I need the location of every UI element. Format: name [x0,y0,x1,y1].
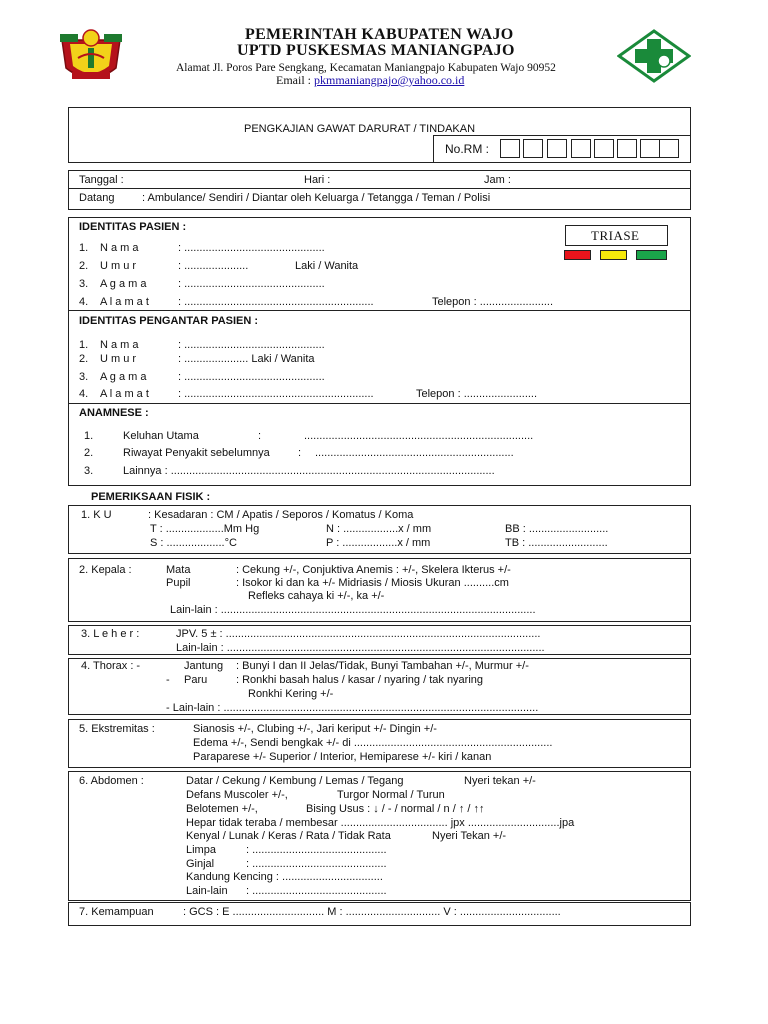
government-title: PEMERINTAH KABUPATEN WAJO [245,26,514,43]
refleks-cahaya[interactable]: Refleks cahaya ki +/-, ka +/- [248,590,385,602]
form-title: PENGKAJIAN GAWAT DARURAT / TINDAKAN [244,123,476,135]
pasien-nama-num: 1. [79,242,89,254]
kandung-kencing[interactable]: Kandung Kencing : ................................. [186,871,383,883]
puskesmas-logo [617,29,691,83]
pasien-alamat-value[interactable]: : .............................................................. [178,296,374,308]
header-email-line [276,73,464,88]
leher-lain-lain[interactable]: Lain-lain : ........................................................................................................ [176,642,545,654]
kemampuan-label: 7. Kemampuan [79,906,154,918]
wajo-regency-emblem [58,26,124,86]
pasien-nama-value[interactable]: : .............................................. [178,242,325,254]
pengantar-nama-label: N a m a [100,339,139,351]
ku-label: 1. K U [81,509,112,521]
ekstremitas-row-1[interactable]: Sianosis +/-, Clubing +/-, Jari keriput +/- Dingin +/- [193,723,437,735]
kesadaran-options[interactable]: : Kesadaran : CM / Apatis / Seporos / Komatus / Koma [148,509,414,521]
paru-label: Paru [184,674,208,686]
abdomen-lain-label: Lain-lain [186,885,228,897]
pengantar-nama-value[interactable]: : .............................................. [178,339,325,351]
pengantar-alamat-label: A l a m a t [100,388,149,400]
puskesmas-title: UPTD PUSKESMAS MANIANGPAJO [237,42,515,59]
divider [68,310,691,311]
kepala-lain-lain[interactable]: Lain-lain : ....................................................................................................... [170,604,536,616]
pengantar-umur-label: U m u r [100,353,137,365]
hari-label: Hari : [304,174,331,186]
no-rm-cell[interactable] [594,139,614,158]
lainnya-row[interactable]: Lainnya : .......................................................................................................... [123,465,495,477]
thorax-label: 4. Thorax : - [81,660,141,672]
bising-usus[interactable]: Bising Usus : ↓ / - / normal / n / ↑ / ↑↑ [306,803,485,815]
abdomen-label: 6. Abdomen : [79,775,144,787]
defans-muscoler[interactable]: Defans Muscoler +/-, [186,789,288,801]
anamnese-heading: ANAMNESE : [79,407,149,419]
no-rm-cell[interactable] [523,139,543,158]
pengantar-agama-num: 3. [79,371,89,383]
lainnya-num: 3. [84,465,94,477]
pasien-umur-value[interactable]: : ..................... [178,260,249,272]
gcs-values[interactable]: : GCS : E .............................. M : ............................... V : ................................. [183,906,561,918]
no-rm-cell[interactable] [659,139,679,158]
paru-dash: - [166,674,170,686]
nyeri-tekan-2[interactable]: Nyeri Tekan +/- [432,830,507,842]
riwayat-colon: : [298,447,302,459]
tinggi-badan[interactable]: TB : .......................... [505,537,608,549]
keluhan-colon: : [258,430,262,442]
pengantar-umur-num: 2. [79,353,89,365]
email-link[interactable]: pkmmaniangpajo@yahoo.co.id [314,73,465,87]
pengantar-umur-value[interactable]: : ..................... Laki / Wanita [178,353,315,365]
kepala-label: 2. Kepala : [79,564,132,576]
pasien-alamat-num: 4. [79,296,89,308]
no-rm-cell[interactable] [500,139,520,158]
abdomen-lain-value[interactable]: : ............................................ [246,885,387,897]
jpv-value[interactable]: JPV. 5 ± : ....................................................................................................... [176,628,541,640]
header-address: Alamat Jl. Poros Pare Sengkang, Kecamatan Maniangpajo Kabupaten Wajo 90952 [176,62,556,74]
ronkhi-kering[interactable]: Ronkhi Kering +/- [248,688,334,700]
jantung-value[interactable]: : Bunyi I dan II Jelas/Tidak, Bunyi Tambahan +/-, Murmur +/- [236,660,529,672]
keluhan-label: Keluhan Utama [123,430,199,442]
belotemen[interactable]: Belotemen +/-, [186,803,258,815]
thorax-lain-lain[interactable]: - Lain-lain : ....................................................................................................... [166,702,539,714]
ekstremitas-row-3[interactable]: Paraparese +/- Superior / Interior, Hemiparese +/- kiri / kanan [193,751,492,763]
no-rm-cell[interactable] [617,139,637,158]
triase-yellow-swatch[interactable] [600,250,627,260]
pasien-telepon[interactable]: Telepon : ........................ [432,296,554,308]
pupil-label: Pupil [166,577,191,589]
abdomen-shape[interactable]: Datar / Cekung / Kembung / Lemas / Tegang [186,775,404,787]
pengantar-telepon[interactable]: Telepon : ........................ [416,388,538,400]
ekstremitas-label: 5. Ekstremitas : [79,723,155,735]
divider [68,188,691,189]
pengantar-alamat-value[interactable]: : .............................................................. [178,388,374,400]
tekanan-darah[interactable]: T : ...................Mm Hg [150,523,260,535]
pasien-umur-label: U m u r [100,260,137,272]
tanggal-label: Tanggal : [79,174,124,186]
mata-value[interactable]: : Cekung +/-, Conjuktiva Anemis : +/-, Skelera Ikterus +/- [236,564,511,576]
limpa-value[interactable]: : ............................................ [246,844,387,856]
berat-badan[interactable]: BB : .......................... [505,523,609,535]
arrival-box [68,170,691,210]
no-rm-label: No.RM : [445,142,490,156]
no-rm-cell[interactable] [547,139,567,158]
pengantar-agama-value[interactable]: : .............................................. [178,371,325,383]
pasien-alamat-label: A l a m a t [100,296,149,308]
ekstremitas-row-2[interactable]: Edema +/-, Sendi bengkak +/- di ................................................................. [193,737,553,749]
mata-label: Mata [166,564,191,576]
riwayat-num: 2. [84,447,94,459]
jantung-label: Jantung [184,660,224,672]
pengantar-heading: IDENTITAS PENGANTAR PASIEN : [79,315,259,327]
divider [68,403,691,404]
riwayat-value[interactable]: ................................................................. [315,447,514,459]
nyeri-tekan-1[interactable]: Nyeri tekan +/- [464,775,536,787]
pengantar-alamat-num: 4. [79,388,89,400]
ginjal-value[interactable]: : ............................................ [246,858,387,870]
nadi[interactable]: N : ..................x / mm [326,523,432,535]
keluhan-num: 1. [84,430,94,442]
pernapasan[interactable]: P : ..................x / mm [326,537,431,549]
suhu[interactable]: S : ...................°C [150,537,237,549]
fisik-heading: PEMERIKSAAN FISIK : [91,491,211,503]
triase-red-swatch[interactable] [564,250,591,260]
leher-label: 3. L e h e r : [81,628,140,640]
turgor[interactable]: Turgor Normal / Turun [337,789,445,801]
riwayat-label: Riwayat Penyakit sebelumnya [123,447,270,459]
pasien-agama-num: 3. [79,278,89,290]
hepar[interactable]: Hepar tidak teraba / membesar ................................... jpx ..............................jpa [186,817,575,829]
konsistensi[interactable]: Kenyal / Lunak / Keras / Rata / Tidak Rata [186,830,391,842]
datang-options: : Ambulance/ Sendiri / Diantar oleh Keluarga / Tetangga / Teman / Polisi [142,192,491,204]
keluhan-value[interactable]: ........................................................................... [304,430,534,442]
pengantar-nama-num: 1. [79,339,89,351]
limpa-label: Limpa [186,844,216,856]
jam-label: Jam : [484,174,511,186]
no-rm-cell[interactable] [640,139,660,158]
pasien-agama-value[interactable]: : .............................................. [178,278,325,290]
pasien-sex-options[interactable]: Laki / Wanita [295,260,359,272]
datang-label: Datang [79,192,115,204]
ginjal-label: Ginjal [186,858,215,870]
email-label: Email : [276,73,314,87]
no-rm-cell[interactable] [571,139,591,158]
pasien-umur-num: 2. [79,260,89,272]
triase-green-swatch[interactable] [636,250,667,260]
paru-value[interactable]: : Ronkhi basah halus / kasar / nyaring / tak nyaring [236,674,484,686]
patient-section-box [68,217,691,486]
identitas-heading: IDENTITAS PASIEN : [79,221,187,233]
pupil-value[interactable]: : Isokor ki dan ka +/- Midriasis / Miosis Ukuran ..........cm [236,577,509,589]
triase-label: TRIASE [591,228,640,243]
pengantar-agama-label: A g a m a [100,371,147,383]
pasien-agama-label: A g a m a [100,278,147,290]
pasien-nama-label: N a m a [100,242,139,254]
